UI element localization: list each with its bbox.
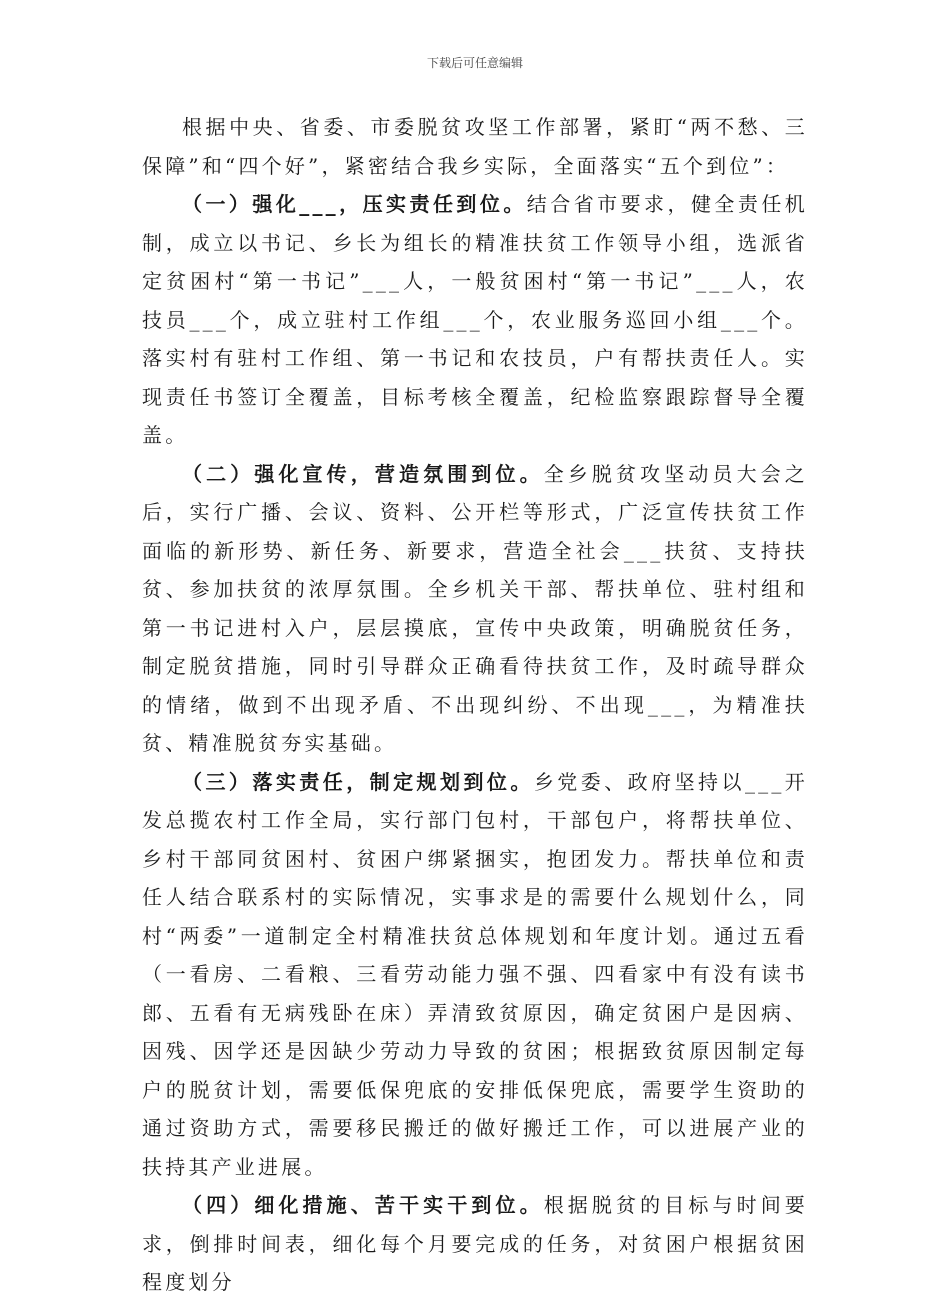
page-header: 下载后可任意编辑 — [426, 56, 523, 70]
section-heading: （四）细化措施、苦干实干到位。 — [182, 1193, 544, 1217]
section-heading: （一）强化___，压实责任到位。 — [182, 192, 527, 216]
section-heading: （二）强化宣传，营造氛围到位。 — [182, 461, 544, 486]
paragraph-section-3 — [142, 763, 808, 1187]
document-body — [142, 108, 808, 1302]
paragraph-section-1 — [142, 185, 808, 455]
paragraph-section-2 — [142, 455, 808, 763]
paragraph-text: 乡党委、政府坚持以___开发总揽农村工作全局，实行部门包村，干部包户，将帮扶单位、乡村干部同贫困村、贫困户绑紧捆实，抱团发力。帮扶单位和责任人结合联系村的实际情况，实事求是的需要什么规划什么，同村“两委”一道制定全村精准扶贫总体规划和年度计划。通过五看（一看房、二看粮、三看劳动能力强不强、四看家中有没有读书郎、五看有无病残卧在床）弄清致贫原因，确定贫困户是因病、因残、因学还是因缺少劳动力导致的贫困；根据致贫原因制定每户的脱贫计划，需要低保兜底的安排低保兜底，需要学生资助的通过资助方式，需要移民搬迁的做好搬迁工作，可以进展产业的扶持其产业进展。 — [142, 769, 808, 1179]
paragraph-intro — [142, 108, 808, 185]
paragraph-text: 根据脱贫的目标与时间要求，倒排时间表，细化每个月要完成的任务，对贫困户根据贫困程度划分 — [142, 1193, 809, 1294]
paragraph-text: 全乡脱贫攻坚动员大会之后，实行广播、会议、资料、公开栏等形式，广泛宣传扶贫工作面临的新形势、新任务、新要求，营造全社会___扶贫、支持扶贫、参加扶贫的浓厚氛围。全乡机关干部、帮扶单位、驻村组和第一书记进村入户，层层摸底，宣传中央政策，明确脱贫任务，制定脱贫措施，同时引导群众正确看待扶贫工作，及时疏导群众的情绪，做到不出现矛盾、不出现纠纷、不出现___，为精准扶贫、精准脱贫夯实基础。 — [142, 461, 809, 755]
section-heading: （三）落实责任，制定规划到位。 — [182, 769, 534, 794]
paragraph-text: 根据中央、省委、市委脱贫攻坚工作部署，紧盯“两不愁、三保障”和“四个好”，紧密结合我乡实际，全面落实“五个到位”： — [142, 115, 808, 178]
paragraph-text: 结合省市要求，健全责任机制，成立以书记、乡长为组长的精准扶贫工作领导小组，选派省定贫困村“第一书记”___人，一般贫困村“第一书记”___人，农技员___个，成立驻村工作组___个，农业服务巡回小组___个。落实村有驻村工作组、第一书记和农技员，户有帮扶责任人。实现责任书签订全覆盖，目标考核全覆盖，纪检监察跟踪督导全覆盖。 — [142, 192, 808, 447]
paragraph-section-4 — [142, 1186, 808, 1302]
